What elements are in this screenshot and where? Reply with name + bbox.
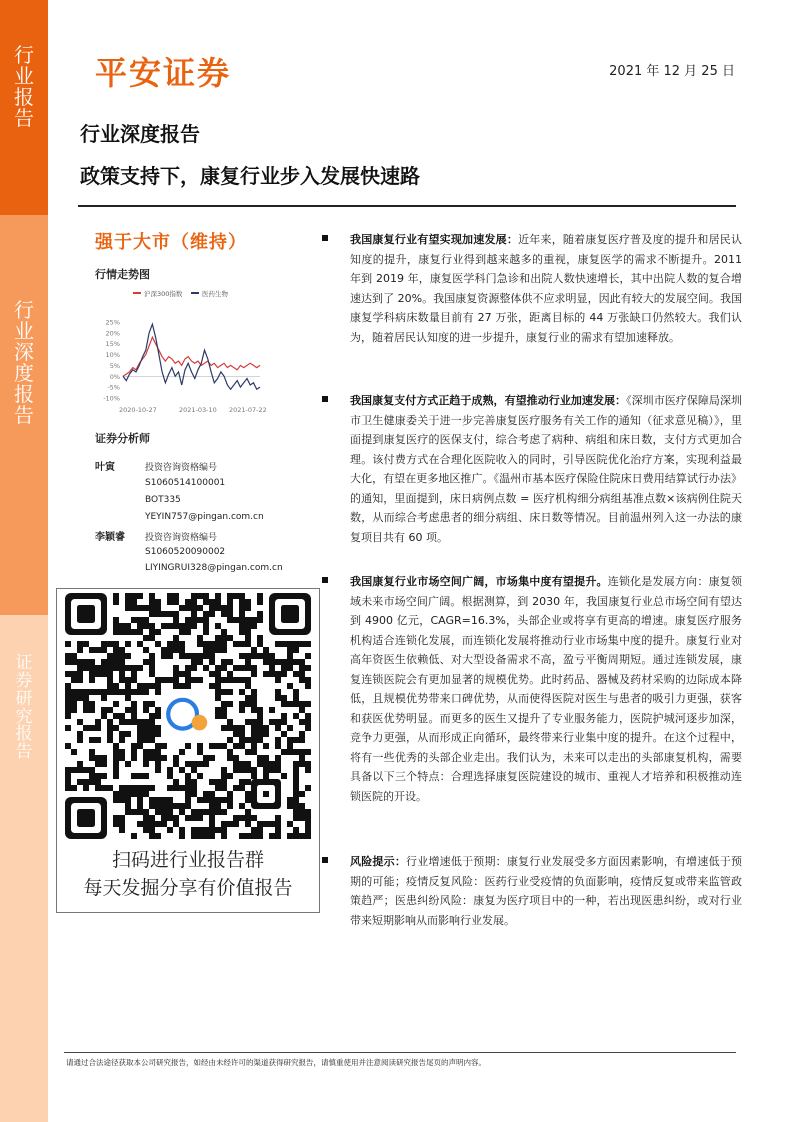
analyst-ye-yin [95, 458, 335, 528]
analyst-cert-number: S1060514100001 [145, 478, 226, 488]
bullet-heading: 我国康复行业有望实现加速发展： [350, 233, 519, 246]
chat-badge-icon [192, 715, 208, 731]
bullet-heading: 风险提示： [350, 855, 407, 868]
bullet-text [322, 391, 742, 547]
bullet-heading: 我国康复行业市场空间广阔，市场集中度有望提升。 [350, 575, 608, 588]
sidebar-block-industry-report [0, 0, 48, 215]
market-trend-chart [95, 284, 270, 419]
sidebar-block-securities-research [0, 615, 48, 1122]
bullet-body: 行业增速低于预期：康复行业发展受多方面因素影响，有增速低于预期的可能；疫情反复风险：医药行业受疫情的负面影响，疫情反复或带来监管政策趋严；医患纠纷风险：康复为医疗项目中的一种，若出现医患纠纷，或对行业带来短期影响从而影响行业发展。 [350, 855, 742, 927]
bullet-payment-method [322, 391, 742, 547]
bullet-accelerated-development [322, 230, 742, 347]
sidebar-char: 度 [14, 361, 34, 385]
bullet-marker [322, 857, 328, 863]
bullet-marker [322, 235, 328, 241]
report-date: 2021 年 12 月 25 日 [609, 64, 735, 79]
qr-finder-center [281, 605, 299, 623]
sidebar-block-industry-depth [0, 215, 48, 615]
bullet-text [322, 572, 742, 806]
bullet-text [322, 230, 742, 347]
company-logo: 平安证券 [95, 54, 232, 92]
qr-caption-line1: 扫码进行业报告群 [111, 849, 264, 871]
sidebar-char: 研 [15, 688, 33, 709]
sidebar-char: 告 [15, 742, 33, 763]
qr-caption-line2: 每天发掘分享有价值报告 [83, 877, 293, 899]
y-tick-label: -10% [103, 394, 120, 403]
sidebar-char: 行 [14, 43, 34, 67]
sidebar-char: 报 [15, 724, 33, 745]
analyst-cert-label: 投资咨询资格编号 [145, 463, 218, 473]
sidebar-char: 券 [15, 670, 33, 691]
sidebar-char: 行 [14, 298, 34, 322]
analyst-name: 叶寅 [95, 462, 115, 473]
x-tick-label: 2020-10-27 [119, 406, 157, 414]
sidebar-char: 证 [15, 653, 33, 673]
bullet-marker [322, 577, 328, 583]
bullet-body: 《深圳市医疗保障局深圳市卫生健康委关于进一步完善康复医疗服务有关工作的通知（征求意见稿）》，里面提到康复医疗的医保支付，综合考虑了病种、病组和床日数，支付方式更加合理。该付费方式在合理化医院收入的同时，引导医院优化治疗方案，实现利益最大化，有望在更多地区推广。《温州市基本医疗保险住院床日费用结算试行办法》的通知，里面提到，床日病例点数 = 医疗机构细分病组基准点数×该病例住院天数，从而综合考虑患者的细分病组、床日数等情况。目前温州列入这一办法的康复项目共有 60 项。 [350, 394, 743, 544]
sidebar-char: 业 [14, 64, 34, 88]
y-tick-label: 10% [105, 351, 120, 360]
sidebar-char: 业 [14, 319, 34, 343]
bullet-body: 近年来，随着康复医疗普及度的提升和居民认知度的提升，康复行业得到越来越多的重视，康复医学的需求不断提升。2011 年到 2019 年，康复医学科门急诊和出院人数快速增长，其中出院人数的复合增速达到了 20%。我国康复资源整体供不应求明显，因此有较大的发展空间。我国康复学科病床数量目前有 27 万张，距离目标的 44 万张缺口仍然较大。我们认为，随着居民认知度的进一步提升，康复行业的需求有望加速释放。 [350, 233, 743, 344]
footer-divider [64, 1052, 736, 1053]
analyst-code: BOT335 [145, 495, 181, 505]
analyst-email: YEYIN757@pingan.com.cn [145, 512, 264, 522]
qr-align-center [263, 791, 269, 797]
sidebar-char: 报 [14, 382, 34, 406]
analyst-cert-number: S1060520090002 [145, 547, 226, 557]
bullet-body: 连锁化是发展方向：康复领域未来市场空间广阔。根据测算，到 2030 年，我国康复行业总市场空间有望达到 4900 亿元，CAGR=16.3%，头部企业或将享有更高的增速。康复医疗服务机构适合连锁化发展，而连锁化发展将推动行业市场集中度的提升。康复行业对高年资医生依赖低、对大型设备需求不高，盈亏平衡周期短。通过连锁发展，康复连锁医院会有更加显著的规模优势。此时药品、器械及药材采购的边际成本降低，且规模优势带来口碑优势，从而使得医院对医生与患者的吸引力更强，获客和获医优势明显。而更多的医生又提升了专业服务能力，医院护城河逐步加深，竞争力更强，从而形成正向循环，最终带来行业集中度的提升。在这个过程中，将有一些优秀的头部企业走出。我们认为，未来可以走出的头部康复机构，需要具备以下三个特点：合理选择康复医院建设的城市、重视人才培养和积极推动连锁医院的开设。 [350, 575, 742, 803]
y-tick-label: 5% [109, 361, 120, 370]
rating: 强于大市（维持） [95, 232, 247, 253]
header-divider [78, 205, 736, 207]
qr-finder-center [77, 605, 95, 623]
x-tick-label: 2021-03-10 [179, 406, 217, 414]
analyst-li-yingrui [95, 528, 335, 578]
y-tick-label: 20% [105, 329, 120, 338]
legend-label: 医药生物 [202, 290, 228, 298]
bullet-market-space [322, 572, 742, 806]
legend-label: 沪深300指数 [144, 290, 183, 298]
report-type: 行业深度报告 [80, 122, 200, 146]
y-tick-label: 15% [105, 340, 120, 349]
sidebar-char: 深 [14, 340, 34, 364]
y-tick-label: -5% [107, 383, 120, 392]
sidebar [0, 0, 48, 1122]
report-title: 政策支持下，康复行业步入发展快速路 [80, 164, 420, 188]
sidebar-char: 告 [14, 106, 34, 130]
analyst-cert-label: 投资咨询资格编号 [145, 533, 218, 543]
bullet-text [322, 852, 742, 930]
analyst-email: LIYINGRUI328@pingan.com.cn [145, 563, 283, 573]
sidebar-char: 报 [14, 85, 34, 109]
bullet-risk-warning [322, 852, 742, 930]
y-tick-label: 25% [105, 318, 120, 327]
footer-disclaimer: 请通过合法途径获取本公司研究报告，如经由未经许可的渠道获得研究报告，请慎重使用并注意阅读研究报告尾页的声明内容。 [66, 1058, 486, 1067]
analyst-section-title: 证券分析师 [95, 432, 150, 445]
bullet-heading: 我国康复支付方式正趋于成熟，有望推动行业加速发展： [350, 394, 627, 407]
sidebar-char: 告 [14, 403, 34, 427]
y-tick-label: 0% [109, 372, 120, 381]
sidebar-char: 究 [15, 706, 33, 727]
qr-finder-center [77, 809, 95, 827]
qr-code[interactable] [65, 593, 311, 839]
analyst-name: 李颖睿 [95, 532, 125, 543]
bullet-marker [322, 396, 328, 402]
qr-promo-box [56, 588, 320, 913]
chart-title: 行情走势图 [95, 268, 150, 281]
x-tick-label: 2021-07-22 [229, 406, 267, 414]
